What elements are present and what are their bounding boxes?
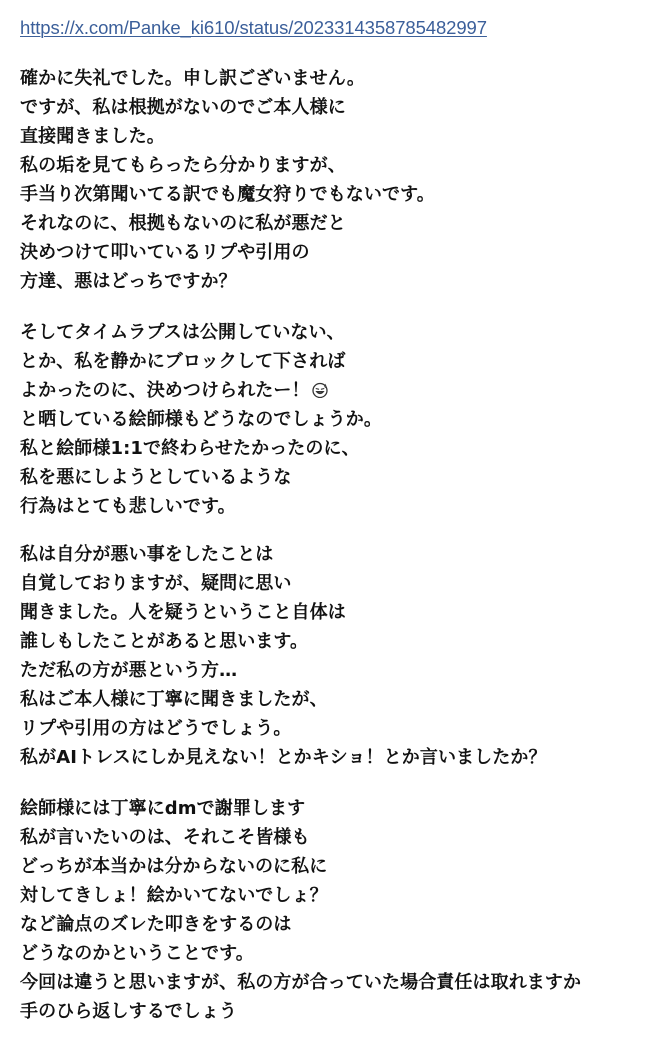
text-line: 聞きました。人を疑うということ自体は bbox=[20, 602, 346, 623]
text-line: 行為はとても悲しいです。 bbox=[20, 496, 236, 517]
text-line: 手当り次第聞いてる訳でも魔女狩りでもないです。 bbox=[20, 184, 435, 205]
text-line: 今回は違うと思いますが、私の方が合っていた場合責任は取れますか bbox=[20, 972, 582, 993]
text-line: ただ私の方が悪という方… bbox=[20, 660, 238, 681]
text-line: と晒している絵師様もどうなのでしょうか。 bbox=[20, 409, 382, 430]
text-line-with-emoji bbox=[20, 376, 640, 405]
text-line: 私が言いたいのは、それこそ皆様も bbox=[20, 827, 310, 848]
text-line: 対してきしょ！絵かいてないでしょ？ bbox=[20, 885, 328, 906]
paragraph-3 bbox=[20, 540, 640, 772]
text-line: 決めつけて叩いているリプや引用の bbox=[20, 242, 310, 263]
text-line: ですが、私は根拠がないのでご本人様に bbox=[20, 97, 346, 118]
text-line: 私がAIトレスにしか見えない！とかキショ！とか言いましたか？ bbox=[20, 747, 547, 768]
text-line: 私はご本人様に丁寧に聞きましたが、 bbox=[20, 689, 328, 710]
paragraph-2 bbox=[20, 318, 640, 521]
text-line: 誰しもしたことがあると思います。 bbox=[20, 631, 309, 652]
text-line: どっちが本当かは分からないのに私に bbox=[20, 856, 328, 877]
text-line: など論点のズレた叩きをするのは bbox=[20, 914, 292, 935]
text-line: それなのに、根拠もないのに私が悪だと bbox=[20, 213, 346, 234]
sweat-grin-emoji-icon bbox=[312, 382, 328, 398]
text-line: そしてタイムラプスは公開していない、 bbox=[20, 322, 345, 343]
text-line: 私の垢を見てもらったら分かりますが、 bbox=[20, 155, 346, 176]
text-line: とか、私を静かにブロックして下されば bbox=[20, 351, 346, 372]
text-line: 確かに失礼でした。申し訳ございません。 bbox=[20, 68, 365, 89]
text-line: 私は自分が悪い事をしたことは bbox=[20, 544, 274, 565]
paragraph-1 bbox=[20, 64, 640, 296]
text-line: 絵師様には丁寧にdmで謝罪します bbox=[20, 798, 306, 819]
text-line: どうなのかということです。 bbox=[20, 943, 254, 964]
source-link[interactable]: https://x.com/Panke_ki610/status/2023314358785482997 bbox=[20, 17, 487, 38]
text-line: 手のひら返しするでしょう bbox=[20, 1001, 238, 1022]
text-line: 私と絵師様1:1で終わらせたかったのに、 bbox=[20, 438, 360, 459]
text-line: リプや引用の方はどうでしょう。 bbox=[20, 718, 292, 739]
text-line: 自覚しておりますが、疑問に思い bbox=[20, 573, 292, 594]
paragraph-4 bbox=[20, 794, 640, 1026]
text-line-content: よかったのに、決めつけられたー！ bbox=[20, 380, 310, 401]
text-line: 直接聞きました。 bbox=[20, 126, 165, 147]
text-line: 私を悪にしようとしているような bbox=[20, 467, 292, 488]
text-line: 方達、悪はどっちですか？ bbox=[20, 271, 237, 292]
